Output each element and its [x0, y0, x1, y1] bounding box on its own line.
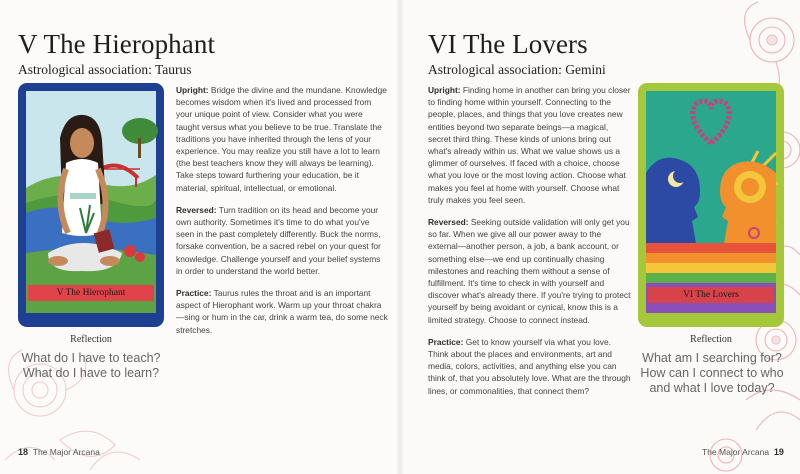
upright-paragraph	[176, 84, 388, 194]
reflection-heading: Reflection	[70, 334, 112, 345]
reversed-text: Seeking outside validation will only get you so far. When we give all our power away to the external—another person, a job, a bank account, or something else—we end up continually chasing milestones and reaching them without a sense of fulfillment. It's time to check in with yourself and discover what's already there. If you're trying to protect yourself by being avoidant or cynical, know this is a limited strategy. Choose to connect instead.	[428, 217, 631, 325]
reflection-line: and what I love today?	[649, 381, 775, 395]
page-title: V The Hierophant	[18, 29, 216, 59]
reflection-line: What am I searching for?	[642, 351, 782, 365]
card-description	[176, 84, 388, 346]
card-description	[428, 84, 632, 407]
page-number: 18	[18, 447, 29, 457]
upright-text: Bridge the divine and the mundane. Knowledge becomes wisdom when it's lived and processed from your unique point of view. Consider what you were taught versus what you believe to be true. Translate the traditions you have inherited through the lens of your experience. You may realize you still have a lot to learn (the best teachers know they will always be learning). Take steps toward furthering your education, be it material, spiritual, intellectual, or emotional.	[176, 85, 387, 193]
reflection-line: How can I connect to who	[640, 366, 784, 380]
practice-text: Get to know yourself via what you love. Think about the places and environments, art and media, colors, activities, and anything else you can think of, that you absolutely love. What are the through lines, or commonalities, that connect them?	[428, 336, 631, 396]
practice-label: Practice:	[176, 288, 212, 299]
page-title: VI The Lovers	[428, 29, 588, 59]
page-footer	[18, 447, 100, 457]
card-label: V The Hierophant	[56, 288, 126, 298]
section-name: The Major Arcana	[32, 447, 100, 457]
upright-paragraph	[428, 84, 632, 206]
right-page	[400, 0, 800, 474]
reflection-line: What do I have to teach?	[21, 351, 161, 365]
page-footer	[702, 447, 784, 457]
reversed-label: Reversed:	[428, 217, 469, 228]
upright-text: Finding home in another can bring you closer to finding home within yourself. Connecting to the people, places, and things that you love creates new entities beyond two separate beings—a magical, secret third thing. These kinds of unions bring out what's already within us. What we value shows us a glimmer of ourselves. If faced with a choice, choose what you love or the most loving action. Choose what makes you feel at home with yourself. Choose what truly makes you feel seen.	[428, 85, 631, 205]
hierophant-card	[18, 83, 164, 327]
practice-paragraph	[428, 336, 632, 397]
card-label: VI The Lovers	[683, 290, 739, 300]
reversed-label: Reversed:	[176, 204, 217, 215]
practice-paragraph	[176, 287, 388, 336]
book-gutter	[396, 0, 404, 474]
upright-label: Upright:	[428, 85, 461, 95]
reflection-line: What do I have to learn?	[22, 366, 160, 380]
reversed-paragraph	[176, 204, 388, 277]
astrological-association: Astrological association: Gemini	[428, 62, 606, 77]
practice-label: Practice:	[428, 336, 464, 347]
astrological-association: Astrological association: Taurus	[18, 62, 192, 77]
section-name: The Major Arcana	[702, 447, 770, 457]
page-number: 19	[773, 447, 784, 457]
reversed-text: Turn tradition on its head and become your own authority. Sometimes it's time to do what you've seen in the past completely differently. Buck the norms, forsake convention, be a sacred rebel on your quest for knowledge. Challenge yourself and your belief systems in order to understand the world better.	[176, 204, 381, 276]
reflection-heading: Reflection	[690, 334, 732, 345]
lovers-card	[638, 83, 784, 327]
practice-text: Taurus rules the throat and is an important aspect of Hierophant work. Warm up your throat chakra—sing or hum in the car, drink a warm tea, do some neck stretches.	[176, 288, 388, 335]
upright-label: Upright:	[176, 85, 209, 95]
reversed-paragraph	[428, 216, 632, 326]
